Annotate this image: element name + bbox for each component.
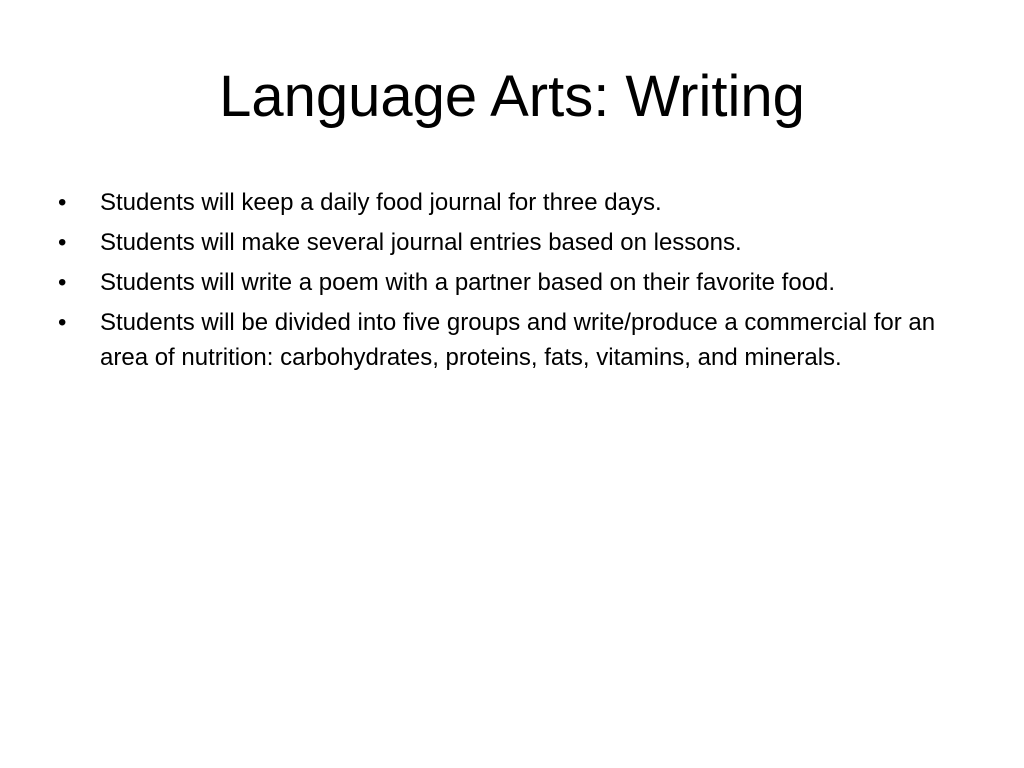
- bullet-item: [58, 265, 938, 300]
- bullet-item: [58, 185, 938, 220]
- bullet-text: Students will make several journal entries based on lessons.: [100, 229, 742, 256]
- bullet-list: [58, 185, 938, 380]
- bullet-marker-icon: •: [58, 309, 67, 336]
- bullet-marker-icon: •: [58, 269, 67, 296]
- bullet-marker-icon: •: [58, 189, 67, 216]
- slide-title: Language Arts: Writing: [219, 64, 805, 129]
- bullet-text: Students will keep a daily food journal for three days.: [100, 189, 662, 216]
- bullet-item: [58, 225, 938, 260]
- bullet-marker-icon: •: [58, 229, 67, 256]
- bullet-text: Students will be divided into five groups and write/produce a commercial for an area of nutrition: carbohydrates, proteins, fats, vitamins, and minerals.: [100, 309, 936, 371]
- bullet-text: Students will write a poem with a partner based on their favorite food.: [100, 269, 836, 296]
- bullet-item: [58, 305, 938, 375]
